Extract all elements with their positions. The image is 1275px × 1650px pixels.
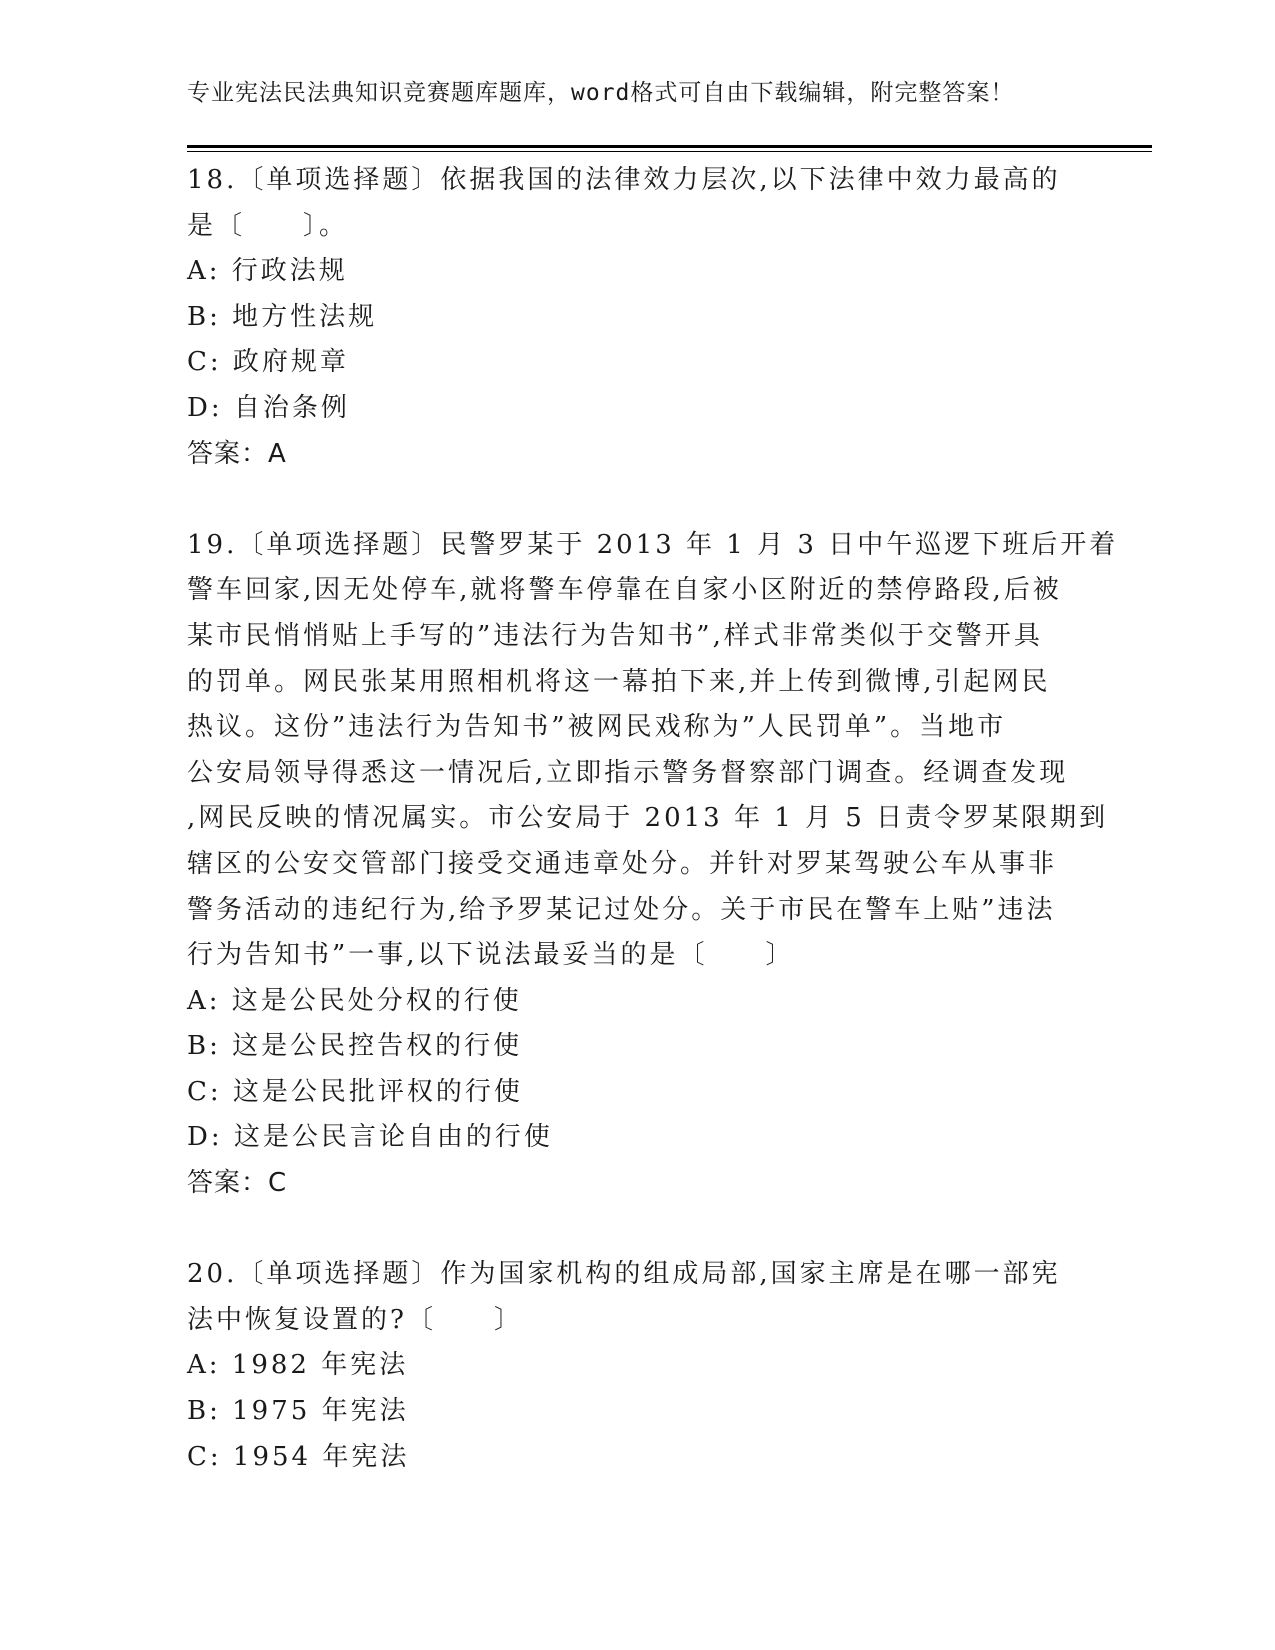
answer-line: 答案：C (187, 1168, 288, 1199)
question-spacer (187, 1207, 1087, 1253)
question-stem-line: 法中恢复设置的?〔 〕 (187, 1304, 523, 1335)
answer-line: 答案：A (187, 438, 287, 469)
question-stem-line: 公安局领导得悉这一情况后,立即指示警务督察部门调查。经调查发现 (187, 757, 1069, 788)
option-c: C: 这是公民批评权的行使 (187, 1076, 523, 1107)
question-stem-line: 某市民悄悄贴上手写的”违法行为告知书”,样式非常类似于交警开具 (187, 620, 1043, 651)
option-d: D: 自治条例 (187, 392, 350, 423)
question-stem-line: 18.〔单项选择题〕依据我国的法律效力层次,以下法律中效力最高的 (187, 165, 1061, 195)
question-stem-line: 是〔 〕。 (187, 210, 349, 241)
option-c: C: 1954 年宪法 (187, 1441, 410, 1472)
question-stem-line: 19.〔单项选择题〕民警罗某于 2013 年 1 月 3 日中午巡逻下班后开着 (187, 529, 1119, 560)
question-stem-line: 警务活动的违纪行为,给予罗某记过处分。关于市民在警车上贴”违法 (187, 894, 1056, 925)
question-stem-line: 热议。这份”违法行为告知书”被网民戏称为”人民罚单”。当地市 (187, 712, 1007, 743)
option-d: D: 这是公民言论自由的行使 (187, 1122, 553, 1153)
question-stem-line: 警车回家,因无处停车,就将警车停靠在自家小区附近的禁停路段,后被 (187, 575, 1062, 606)
option-a: A: 这是公民处分权的行使 (187, 985, 522, 1016)
question-19 (187, 523, 1119, 1207)
question-stem-line: ,网民反映的情况属实。市公安局于 2013 年 1 月 5 日责令罗某限期到 (187, 803, 1109, 834)
header-rule-thick (187, 145, 1152, 148)
option-b: B: 地方性法规 (187, 301, 378, 332)
option-a: A: 行政法规 (187, 256, 348, 287)
option-a: A: 1982 年宪法 (187, 1350, 409, 1381)
question-18 (187, 158, 1087, 477)
question-list (187, 158, 1119, 1480)
option-b: B: 1975 年宪法 (187, 1396, 409, 1427)
question-spacer (187, 477, 1087, 523)
question-stem-line: 行为告知书”一事,以下说法最妥当的是〔 〕 (187, 940, 795, 971)
question-stem-line: 20.〔单项选择题〕作为国家机构的组成局部,国家主席是在哪一部宪 (187, 1259, 1061, 1290)
question-stem-line: 辖区的公安交管部门接受交通违章处分。并针对罗某驾驶公车从事非 (187, 848, 1058, 879)
question-20 (187, 1252, 1087, 1480)
option-c: C: 政府规章 (187, 347, 349, 378)
option-b: B: 这是公民控告权的行使 (187, 1031, 523, 1062)
page-header: 专业宪法民法典知识竞赛题库题库，word格式可自由下载编辑，附完整答案！ (187, 80, 1015, 106)
header-rule-thin (187, 151, 1152, 152)
question-stem-line: 的罚单。网民张某用照相机将这一幕拍下来,并上传到微博,引起网民 (187, 666, 1051, 697)
